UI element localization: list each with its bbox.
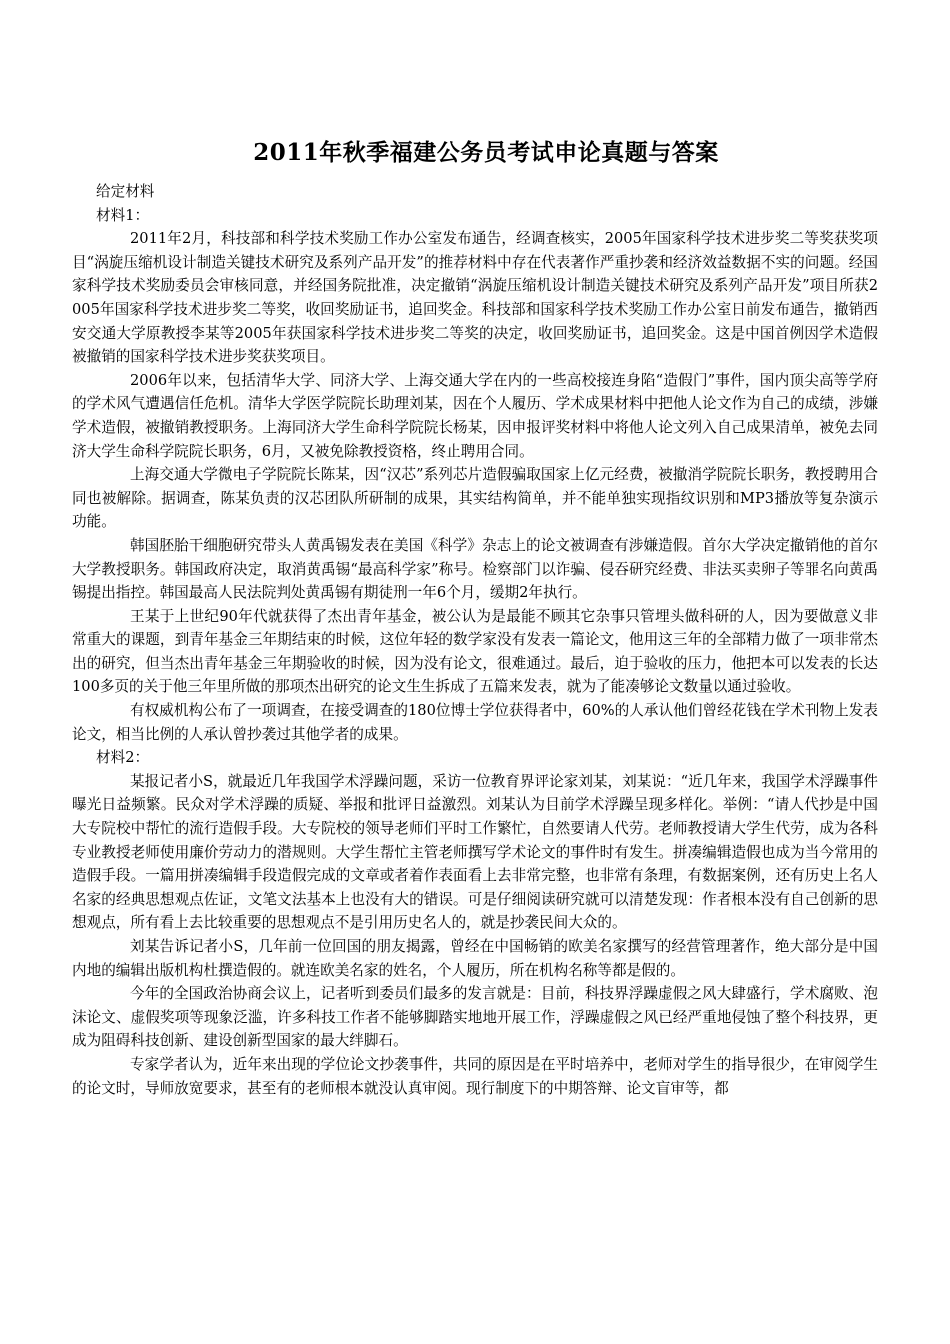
- material-2-paragraph-4: 专家学者认为，近年来出现的学位论文抄袭事件，共同的原因是在平时培养中，老师对学生的指导很少，在审阅学生的论文时，导师放宽要求，甚至有的老师根本就没认真审阅。现行制度下的中期答辩、论文盲审等，都: [72, 1055, 878, 1097]
- section-label: 给定材料: [96, 183, 155, 200]
- material-2-paragraph-2: 刘某告诉记者小S，几年前一位回国的朋友揭露，曾经在中国畅销的欧美名家撰写的经营管理著作，绝大部分是中国内地的编辑出版机构杜撰造假的。就连欧美名家的姓名，个人履历，所在机构名称等都是假的。: [72, 938, 878, 979]
- material-1-paragraph-1: 2011年2月，科技部和科学技术奖励工作办公室发布通告，经调查核实，2005年国家科学技术进步奖二等奖获奖项目“涡旋压缩机设计制造关键技术研究及系列产品开发”的推荐材料中存在代表著作严重抄袭和经济效益数据不实的问题。经国家科学技术奖励委员会审核同意，并经国务院批准，决定撤销“涡旋压缩机设计制造关键技术研究及系列产品开发”项目所获2005年国家科学技术进步奖二等奖，收回奖励证书，追回奖金。科技部和国家科学技术奖励工作办公室日前发布通告，撤销西安交通大学原教授李某等2005年获国家科学技术进步奖二等奖的决定，收回奖励证书，追回奖金。这是中国首例因学术造假被撤销的国家科学技术进步奖获奖项目。: [72, 230, 878, 366]
- material-1-paragraph-6: 有权威机构公布了一项调查，在接受调查的180位博士学位获得者中，60%的人承认他们曾经花钱在学术刊物上发表论文，相当比例的人承认曾抄袭过其他学者的成果。: [72, 702, 878, 743]
- material-1-label: 材料1：: [96, 206, 150, 224]
- material-2-paragraph-3: 今年的全国政治协商会议上，记者听到委员们最多的发言就是：目前，科技界浮躁虚假之风大肆盛行，学术腐败、泡沫论文、虚假奖项等现象泛滥，许多科技工作者不能够脚踏实地地开展工作，浮躁虚假之风已经严重地侵蚀了整个科技界，更成为阻碍科技创新、建设创新型国家的最大绊脚石。: [72, 985, 878, 1050]
- material-1-paragraph-4: 韩国胚胎干细胞研究带头人黄禹锡发表在美国《科学》杂志上的论文被调查有涉嫌造假。首尔大学决定撤销他的首尔大学教授职务。韩国政府决定，取消黄禹锡“最高科学家”称号。检察部门以诈骗、侵吞研究经费、非法买卖卵子等罪名向黄禹锡提出指控。韩国最高人民法院判处黄禹锡有期徒刑一年6个月，缓期2年执行。: [72, 536, 878, 602]
- material-1-paragraph-5: 王某于上世纪90年代就获得了杰出青年基金，被公认为是最能不顾其它杂事只管埋头做科研的人，因为要做意义非常重大的课题，到青年基金三年期结束的时候，这位年轻的数学家没有发表一篇论文，他用这三年的全部精力做了一项非常杰出的研究，但当杰出青年基金三年期验收的时候，因为没有论文，很难通过。最后，迫于验收的压力，他把本可以发表的长达100多页的关于他三年里所做的那项杰出研究的论文生生拆成了五篇来发表，就为了能凑够论文数量以通过验收。: [72, 607, 878, 696]
- document-title: 2011年秋季福建公务员考试申论真题与答案: [253, 139, 719, 166]
- material-1-paragraph-2: 2006年以来，包括清华大学、同济大学、上海交通大学在内的一些高校接连身陷“造假门”事件，国内顶尖高等学府的学术风气遭遇信任危机。清华大学医学院院长助理刘某，因在个人履历、学术成果材料中把他人论文作为自己的成绩，涉嫌学术造假，被撤销教授职务。上海同济大学生命科学院院长杨某，因申报评奖材料中将他人论文列入自己成果清单，被免去同济大学生命科学院院长职务，6月，又被免除教授资格，终止聘用合同。: [72, 371, 878, 460]
- material-1-paragraph-3: 上海交通大学微电子学院院长陈某，因“汉芯”系列芯片造假骗取国家上亿元经费，被撤消学院院长职务，教授聘用合同也被解除。据调查，陈某负责的汉芯团队所研制的成果，其实结构简单，并不能单独实现指纹识别和MP3播放等复杂演示功能。: [72, 466, 878, 531]
- material-2-label: 材料2：: [96, 749, 150, 767]
- material-2-paragraph-1: 某报记者小S，就最近几年我国学术浮躁问题，采访一位教育界评论家刘某，刘某说：“近几年来，我国学术浮躁事件曝光日益频繁。民众对学术浮躁的质疑、举报和批评日益激烈。刘某认为目前学术浮躁呈现多样化。举例：“请人代抄是中国大专院校中帮忙的流行造假手段。大专院校的领导老师们平时工作繁忙，自然要请人代劳。老师教授请大学生代劳，成为各科专业教授老师使用廉价劳动力的潜规则。大学生帮忙主管老师撰写学术论文的事件时有发生。拼凑编辑造假也成为当今常用的造假手段。一篇用拼凑编辑手段造假完成的文章或者着作表面看上去非常完整，也非常有条理，有数据案例，还有历史上名人名家的经典思想观点佐证，文笔文法基本上也没有大的错误。可是仔细阅读研究就可以清楚发现：作者根本没有自己创新的思想观点，所有看上去比较重要的思想观点不是引用历史名人的，就是抄袭民间大众的。: [72, 772, 878, 932]
